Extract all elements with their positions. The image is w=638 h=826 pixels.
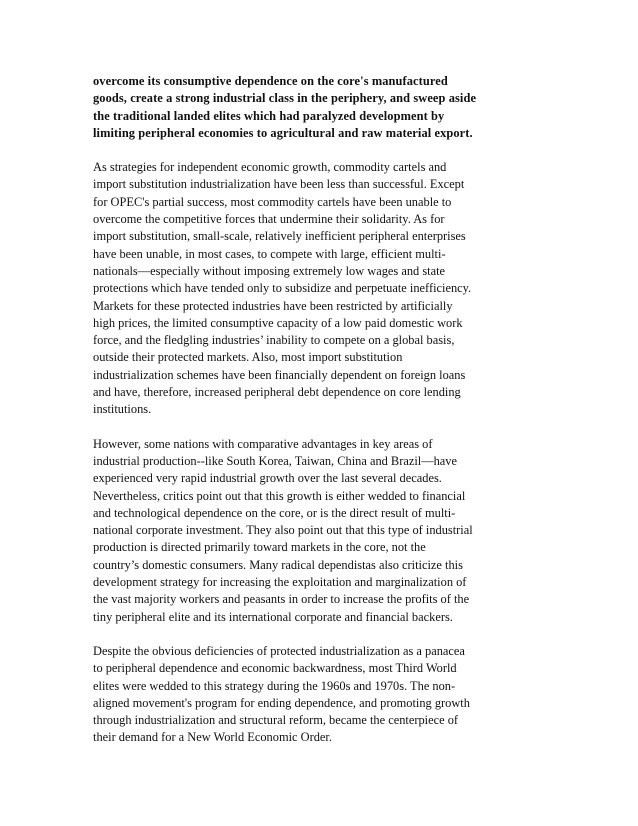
text-line: production is directed primarily toward markets in the core, not the [93, 540, 426, 555]
paragraph-despite [93, 643, 553, 747]
text-line: institutions. [93, 402, 152, 417]
text-line: Despite the obvious deficiencies of protected industrialization as a panacea [93, 643, 465, 658]
text-line: and technological dependence on the core, or is the direct result of multi- [93, 505, 456, 520]
text-line: overcome its consumptive dependence on the core's manufactured [93, 74, 448, 88]
text-line: goods, create a strong industrial class in the periphery, and sweep aside [93, 91, 477, 106]
paragraph-strategies [93, 159, 553, 418]
text-line: industrialization schemes have been financially dependent on foreign loans [93, 367, 466, 382]
text-line: import substitution, small-scale, relatively inefficient peripheral enterprises [93, 229, 466, 244]
text-line: industrial production--like South Korea, Taiwan, China and Brazil—have [93, 453, 457, 468]
text-line: development strategy for increasing the exploitation and marginalization of [93, 575, 467, 590]
text-line: elites were wedded to this strategy during the 1960s and 1970s. The non- [93, 678, 456, 693]
text-line: the vast majority workers and peasants in order to increase the profits of the [93, 592, 470, 607]
text-line: high prices, the limited consumptive capacity of a low paid domestic work [93, 315, 463, 330]
text-line: nationals—especially without imposing extremely low wages and state [93, 263, 446, 278]
text-line: to peripheral dependence and economic backwardness, most Third World [93, 661, 457, 676]
text-line: tiny peripheral elite and its international corporate and financial backers. [93, 609, 453, 624]
text-line: and have, therefore, increased peripheral debt dependence on core lending [93, 385, 461, 400]
text-line: aligned movement's program for ending dependence, and promoting growth [93, 695, 470, 710]
text-line: outside their protected markets. Also, most import substitution [93, 350, 403, 365]
text-line: the traditional landed elites which had paralyzed development by [93, 108, 445, 123]
text-line: limiting peripheral economies to agricultural and raw material export. [93, 125, 473, 140]
text-line: have been unable, in most cases, to compete with large, efficient multi- [93, 246, 446, 261]
text-line: protections which have tended only to subsidize and perpetuate inefficiency. [93, 281, 472, 296]
text-line: Markets for these protected industries have been restricted by artificially [93, 298, 453, 313]
text-line: national corporate investment. They also point out that this type of industrial [93, 523, 473, 538]
text-line: for OPEC's partial success, most commodity cartels have been unable to [93, 194, 452, 209]
text-line: import substitution industrialization have been less than successful. Except [93, 177, 465, 192]
text-line: experienced very rapid industrial growth over the last several decades. [93, 471, 442, 486]
text-line: As strategies for independent economic growth, commodity cartels and [93, 160, 447, 175]
paragraph-bold-intro [93, 73, 553, 142]
text-line: However, some nations with comparative advantages in key areas of [93, 436, 433, 451]
text-line: Nevertheless, critics point out that this growth is either wedded to financial [93, 488, 466, 503]
paragraph-however [93, 436, 553, 626]
text-line: through industrialization and structural reform, became the centerpiece of [93, 713, 459, 728]
text-line: country’s domestic consumers. Many radical dependistas also criticize this [93, 557, 463, 572]
text-line: force, and the fledgling industries’ inability to compete on a global basis, [93, 333, 455, 348]
text-line: overcome the competitive forces that undermine their solidarity. As for [93, 212, 445, 227]
document-page [93, 73, 553, 764]
text-line: their demand for a New World Economic Order. [93, 730, 332, 745]
